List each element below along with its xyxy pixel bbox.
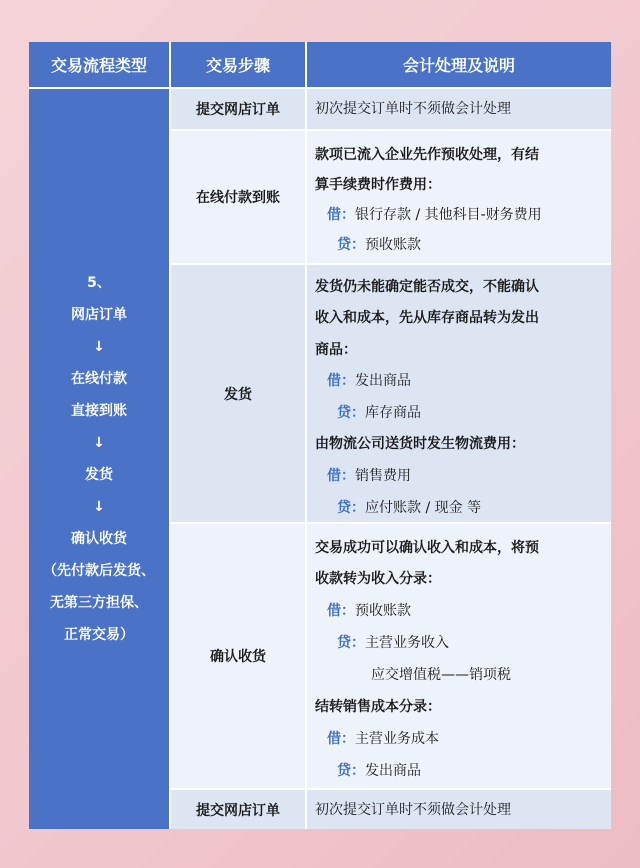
header-step: 交易步骤 [171,42,305,87]
desc-line: 收入和成本，先从库存商品转为发出 [315,310,539,326]
step-submit-order: 提交网店订单 [171,790,305,829]
debit-line [327,601,411,621]
debit-line [327,205,542,225]
desc-line: 商品： [315,342,357,358]
credit-line [337,235,421,255]
credit-line [337,403,421,423]
debit-label: 借： [327,603,355,619]
credit-label: 贷： [337,405,365,421]
debit-label: 借： [327,373,355,389]
flow-type-line: 发货 [85,467,113,483]
credit-line [337,761,421,781]
desc-submit-order [307,790,611,829]
desc-line: 收款转为收入分录： [315,571,441,587]
desc-submit-order [307,89,611,129]
desc-shipping [307,265,611,522]
debit-label: 借： [327,468,355,484]
header-accounting: 会计处理及说明 [307,42,611,87]
flow-type-line: 正常交易） [64,627,134,643]
flow-type-line: 5、 [87,275,111,291]
desc-line: 发货仍未能确定能否成交，不能确认 [315,279,539,295]
flow-type-arrow: ↓ [93,435,105,451]
credit-account: 库存商品 [365,405,421,421]
debit-account: 发出商品 [355,373,411,389]
debit-label: 借： [327,207,355,223]
debit-line [327,371,411,391]
flow-type-line: （先付款后发货、 [43,563,155,579]
desc-line: 由物流公司送货时发生物流费用： [315,436,525,452]
desc-line: 算手续费时作费用： [315,177,441,193]
flow-type-arrow: ↓ [93,499,105,515]
flow-type-line: 无第三方担保、 [50,595,148,611]
flow-type-line: 确认收货 [71,531,127,547]
credit-account: 发出商品 [365,763,421,779]
desc-online-payment [307,131,611,263]
debit-line [327,729,439,749]
flow-type-line: 直接到账 [71,403,127,419]
step-submit-order: 提交网店订单 [171,89,305,129]
desc-line: 应交增值税——销项税 [371,667,511,683]
credit-label: 贷： [337,237,365,253]
desc-line: 交易成功可以确认收入和成本，将预 [315,540,539,556]
credit-account: 应付账款 / 现金 等 [365,500,482,516]
debit-label: 借： [327,731,355,747]
flow-type-line: 网店订单 [71,307,127,323]
desc-line: 初次提交订单时不须做会计处理 [315,802,511,818]
step-online-payment: 在线付款到账 [171,131,305,263]
credit-label: 贷： [337,500,365,516]
credit-label: 贷： [337,763,365,779]
credit-line [337,633,449,653]
debit-account: 银行存款 / 其他科目-财务费用 [355,207,542,223]
desc-line: 款项已流入企业先作预收处理，有结 [315,147,539,163]
accounting-table [29,42,611,829]
credit-line [337,498,481,518]
header-flow-type: 交易流程类型 [29,42,169,87]
flow-type-arrow: ↓ [93,339,105,355]
desc-confirm-receipt [307,524,611,788]
credit-label: 贷： [337,635,365,651]
flow-type-line: 在线付款 [71,371,127,387]
debit-account: 销售费用 [355,468,411,484]
desc-line: 初次提交订单时不须做会计处理 [315,101,511,117]
step-confirm-receipt: 确认收货 [171,524,305,788]
step-shipping: 发货 [171,265,305,522]
credit-account: 预收账款 [365,237,421,253]
debit-line [327,466,411,486]
desc-line: 结转销售成本分录： [315,699,441,715]
debit-account: 预收账款 [355,603,411,619]
flow-type-cell [29,89,169,829]
debit-account: 主营业务成本 [355,731,439,747]
credit-account: 主营业务收入 [365,635,449,651]
